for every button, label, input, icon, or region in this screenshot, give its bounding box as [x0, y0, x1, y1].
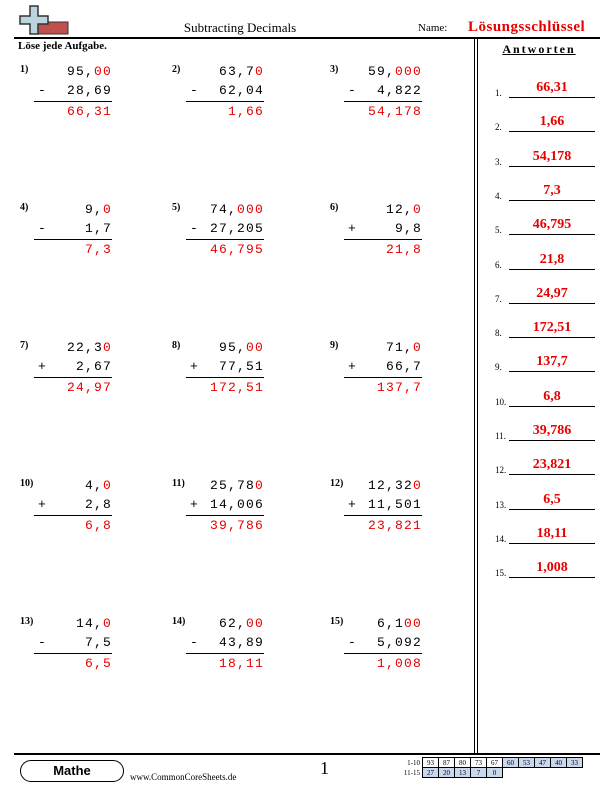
answer-line	[509, 303, 595, 304]
bottom-digits: 14,006	[209, 497, 264, 512]
answer-line	[509, 440, 595, 441]
problem-bottom-number	[172, 635, 264, 650]
answer-value: 137,7	[536, 354, 568, 370]
answer-value: 54,178	[532, 148, 572, 164]
added-zeros: 0	[102, 202, 112, 217]
answer-row	[495, 558, 605, 578]
operator-sign: +	[190, 359, 200, 374]
problem-answer: 66,31	[66, 104, 112, 119]
answer-rule	[344, 101, 422, 102]
score-row	[396, 758, 583, 768]
problem-top-number	[20, 64, 112, 79]
problem-number: 9)	[330, 340, 339, 351]
top-digits: 22,3	[66, 340, 103, 355]
problem	[20, 616, 130, 686]
answer-number: 15.	[495, 568, 507, 579]
top-digits: 59,	[367, 64, 395, 79]
answer-line	[509, 406, 595, 407]
bottom-digits: 2,67	[66, 359, 112, 374]
answer-number: 9.	[495, 362, 502, 373]
problem-bottom-number	[172, 83, 264, 98]
answer-number: 12.	[495, 465, 507, 476]
score-row	[396, 768, 583, 778]
problem	[20, 64, 130, 134]
problem-answer: 1,008	[376, 656, 422, 671]
bottom-digits: 27,205	[209, 221, 264, 236]
answer-number: 10.	[495, 396, 507, 407]
bottom-digits: 62,04	[218, 83, 264, 98]
added-zeros: 00	[245, 616, 264, 631]
answer-row	[495, 147, 605, 167]
answer-number: 14.	[495, 533, 507, 544]
answer-rule	[344, 377, 422, 378]
answer-line	[509, 269, 595, 270]
brand-badge: Mathe	[20, 760, 124, 782]
problem-bottom-number	[172, 221, 264, 236]
answer-value: 24,97	[536, 285, 568, 301]
answer-value: 6,8	[543, 388, 561, 404]
bottom-digits: 43,89	[218, 635, 264, 650]
problem-number: 5)	[172, 202, 181, 213]
answer-row	[495, 112, 605, 132]
column-divider	[474, 37, 478, 753]
problem-answer: 137,7	[376, 380, 422, 395]
top-digits: 9,	[84, 202, 103, 217]
answer-row	[495, 284, 605, 304]
problem-bottom-number	[20, 221, 112, 236]
score-cell: 33	[567, 758, 583, 768]
score-cell: 93	[423, 758, 439, 768]
answer-value: 23,821	[532, 457, 572, 473]
problem-number: 12)	[330, 478, 344, 489]
page-title: Subtracting Decimals	[183, 20, 297, 35]
answer-line	[509, 166, 595, 167]
answer-row	[495, 455, 605, 475]
problem-answer: 7,3	[84, 242, 112, 257]
answer-line	[509, 371, 595, 372]
score-cell: 47	[535, 758, 551, 768]
operator-sign: +	[348, 359, 358, 374]
score-cell: 27	[423, 768, 439, 778]
answer-rule	[186, 653, 264, 654]
top-digits: 71,	[385, 340, 413, 355]
operator-sign: -	[190, 83, 200, 98]
answer-number: 13.	[495, 499, 507, 510]
operator-sign: +	[348, 497, 358, 512]
added-zeros: 000	[236, 202, 264, 217]
problem-top-number	[172, 340, 264, 355]
footer-rule	[14, 753, 600, 755]
top-digits: 63,7	[218, 64, 255, 79]
added-zeros: 0	[412, 478, 422, 493]
problem-bottom-number	[172, 497, 264, 512]
problem	[330, 340, 440, 410]
score-cell: 7	[471, 768, 487, 778]
answer-value: 1,008	[536, 560, 568, 576]
answer-number: 8.	[495, 328, 502, 339]
problem-number: 3)	[330, 64, 339, 75]
score-row-label: 1-10	[407, 758, 420, 767]
top-digits: 95,	[218, 340, 246, 355]
problem-top-number	[330, 340, 422, 355]
problem	[172, 340, 282, 410]
score-cell: 67	[487, 758, 503, 768]
answer-rule	[34, 377, 112, 378]
answer-row	[495, 387, 605, 407]
problem-top-number	[330, 478, 422, 493]
score-cell: 87	[439, 758, 455, 768]
problem-top-number	[20, 202, 112, 217]
problem	[20, 478, 130, 548]
problem-answer: 21,8	[385, 242, 422, 257]
score-cell: 13	[455, 768, 471, 778]
answer-rule	[186, 101, 264, 102]
problem-top-number	[20, 616, 112, 631]
problem	[330, 616, 440, 686]
problem-number: 1)	[20, 64, 29, 75]
problem-answer: 23,821	[367, 518, 422, 533]
added-zeros: 0	[412, 340, 422, 355]
top-digits: 74,	[209, 202, 237, 217]
bottom-digits: 11,501	[367, 497, 422, 512]
answer-number: 7.	[495, 293, 502, 304]
score-cell: 73	[471, 758, 487, 768]
top-digits: 95,	[66, 64, 94, 79]
operator-sign: +	[38, 497, 48, 512]
problem-top-number	[330, 616, 422, 631]
top-digits: 12,32	[367, 478, 413, 493]
answer-line	[509, 234, 595, 235]
problem-top-number	[330, 64, 422, 79]
problem-bottom-number	[330, 359, 422, 374]
top-digits: 6,1	[376, 616, 404, 631]
problem-answer: 6,8	[84, 518, 112, 533]
answer-number: 11.	[495, 431, 506, 441]
answer-rule	[344, 653, 422, 654]
top-digits: 14,	[75, 616, 103, 631]
problem-number: 10)	[20, 478, 34, 489]
bottom-digits: 7,5	[75, 635, 112, 650]
answer-number: 3.	[495, 156, 502, 167]
bottom-digits: 77,51	[218, 359, 264, 374]
top-digits: 25,78	[209, 478, 255, 493]
answer-row	[495, 78, 605, 98]
answer-line	[509, 509, 595, 510]
problem-answer: 1,66	[227, 104, 264, 119]
answer-line	[509, 474, 595, 475]
answer-value: 66,31	[536, 80, 568, 95]
site-url: www.CommonCoreSheets.de	[130, 772, 237, 782]
problem-bottom-number	[172, 359, 264, 374]
problem	[20, 340, 130, 410]
problem-bottom-number	[330, 635, 422, 650]
answer-value: 1,66	[539, 114, 565, 130]
answer-value: 172,51	[532, 320, 572, 336]
answer-row	[495, 524, 605, 544]
bottom-digits: 1,7	[84, 221, 112, 236]
answer-rule	[34, 515, 112, 516]
problem-bottom-number	[330, 497, 422, 512]
page-number: 1	[320, 758, 329, 778]
answers-heading: Antworten	[502, 42, 576, 56]
answer-line	[509, 337, 595, 338]
answer-value: 18,11	[536, 525, 568, 541]
answer-row	[495, 215, 605, 235]
added-zeros: 00	[403, 616, 422, 631]
score-cell: 20	[439, 768, 455, 778]
answer-rule	[186, 377, 264, 378]
problem-answer: 6,5	[84, 656, 112, 671]
answer-line	[509, 97, 595, 98]
problem-answer: 54,178	[367, 104, 422, 119]
bottom-digits: 28,69	[66, 83, 112, 98]
operator-sign: +	[38, 359, 48, 374]
plus-logo-icon	[18, 4, 70, 38]
score-table	[396, 757, 583, 778]
answer-number: 5.	[495, 225, 502, 236]
added-zeros: 0	[254, 478, 264, 493]
added-zeros: 0	[102, 340, 112, 355]
problem	[172, 64, 282, 134]
top-digits: 12,	[385, 202, 413, 217]
answer-row	[495, 352, 605, 372]
operator-sign: -	[38, 221, 48, 236]
answer-row	[495, 181, 605, 201]
score-cell: 60	[503, 758, 519, 768]
operator-sign: -	[38, 83, 48, 98]
problem-number: 14)	[172, 616, 186, 627]
bottom-digits: 66,7	[385, 359, 422, 374]
score-cell: 53	[519, 758, 535, 768]
operator-sign: +	[190, 497, 200, 512]
answer-line	[509, 131, 595, 132]
answer-rule	[34, 239, 112, 240]
operator-sign: -	[190, 221, 200, 236]
problem-top-number	[330, 202, 422, 217]
operator-sign: -	[190, 635, 200, 650]
bottom-digits: 4,822	[367, 83, 422, 98]
operator-sign: -	[348, 635, 358, 650]
answer-number: 1.	[495, 88, 502, 98]
added-zeros: 000	[394, 64, 422, 79]
answer-rule	[344, 239, 422, 240]
problem-answer: 18,11	[218, 656, 264, 671]
bottom-digits: 5,092	[376, 635, 422, 650]
answer-row	[495, 490, 605, 510]
added-zeros: 0	[102, 478, 112, 493]
score-row-label: 11-15	[403, 768, 420, 777]
problem-number: 13)	[20, 616, 34, 627]
problem-bottom-number	[330, 221, 422, 236]
problem-bottom-number	[20, 635, 112, 650]
problem-top-number	[172, 64, 264, 79]
operator-sign: -	[348, 83, 358, 98]
added-zeros: 00	[245, 340, 264, 355]
problem-number: 15)	[330, 616, 344, 627]
answer-line	[509, 200, 595, 201]
problem	[330, 64, 440, 134]
problem-answer: 39,786	[209, 518, 264, 533]
answer-rule	[34, 653, 112, 654]
answer-line	[509, 543, 595, 544]
problem-top-number	[172, 202, 264, 217]
bottom-digits: 9,8	[385, 221, 422, 236]
problem-top-number	[20, 340, 112, 355]
bottom-digits: 2,8	[84, 497, 112, 512]
answer-number: 2.	[495, 122, 502, 133]
problem-top-number	[20, 478, 112, 493]
answer-rule	[344, 515, 422, 516]
problem-top-number	[172, 616, 264, 631]
answer-value: 6,5	[543, 491, 561, 507]
problem-number: 6)	[330, 202, 339, 213]
answer-value: 21,8	[539, 251, 565, 267]
problem-number: 4)	[20, 202, 29, 213]
answer-rule	[34, 101, 112, 102]
answer-number: 6.	[495, 259, 502, 270]
top-digits: 4,	[84, 478, 103, 493]
answer-row	[495, 318, 605, 338]
problem-number: 2)	[172, 64, 181, 75]
score-cell: 0	[487, 768, 503, 778]
problem-bottom-number	[20, 83, 112, 98]
problem-answer: 24,97	[66, 380, 112, 395]
problem	[172, 616, 282, 686]
instructions: Löse jede Aufgabe.	[18, 40, 107, 52]
answer-row	[495, 250, 605, 270]
operator-sign: -	[38, 635, 48, 650]
added-zeros: 0	[412, 202, 422, 217]
problem	[330, 202, 440, 272]
problem-top-number	[172, 478, 264, 493]
answer-value: 46,795	[532, 217, 572, 233]
answer-key-label: Lösungsschlüssel	[468, 19, 586, 35]
added-zeros: 00	[93, 64, 112, 79]
score-cell: 80	[455, 758, 471, 768]
problem-number: 8)	[172, 340, 181, 351]
problem-bottom-number	[20, 497, 112, 512]
problem-bottom-number	[330, 83, 422, 98]
name-label: Name:	[418, 22, 448, 34]
answer-rule	[186, 239, 264, 240]
answer-line	[509, 577, 595, 578]
problem-bottom-number	[20, 359, 112, 374]
top-digits: 62,	[218, 616, 246, 631]
answer-value: 39,786	[532, 423, 572, 438]
answer-number: 4.	[495, 190, 502, 201]
problem-answer: 46,795	[209, 242, 264, 257]
added-zeros: 0	[254, 64, 264, 79]
added-zeros: 0	[102, 616, 112, 631]
answer-rule	[186, 515, 264, 516]
problem	[330, 478, 440, 548]
score-cell: 40	[551, 758, 567, 768]
answer-row	[495, 421, 605, 441]
problem-number: 11)	[172, 478, 185, 489]
header-rule	[14, 37, 600, 39]
problem	[20, 202, 130, 272]
problem	[172, 478, 282, 548]
problem-answer: 172,51	[209, 380, 264, 395]
problem	[172, 202, 282, 272]
operator-sign: +	[348, 221, 358, 236]
problem-number: 7)	[20, 340, 29, 351]
answer-value: 7,3	[543, 182, 561, 198]
